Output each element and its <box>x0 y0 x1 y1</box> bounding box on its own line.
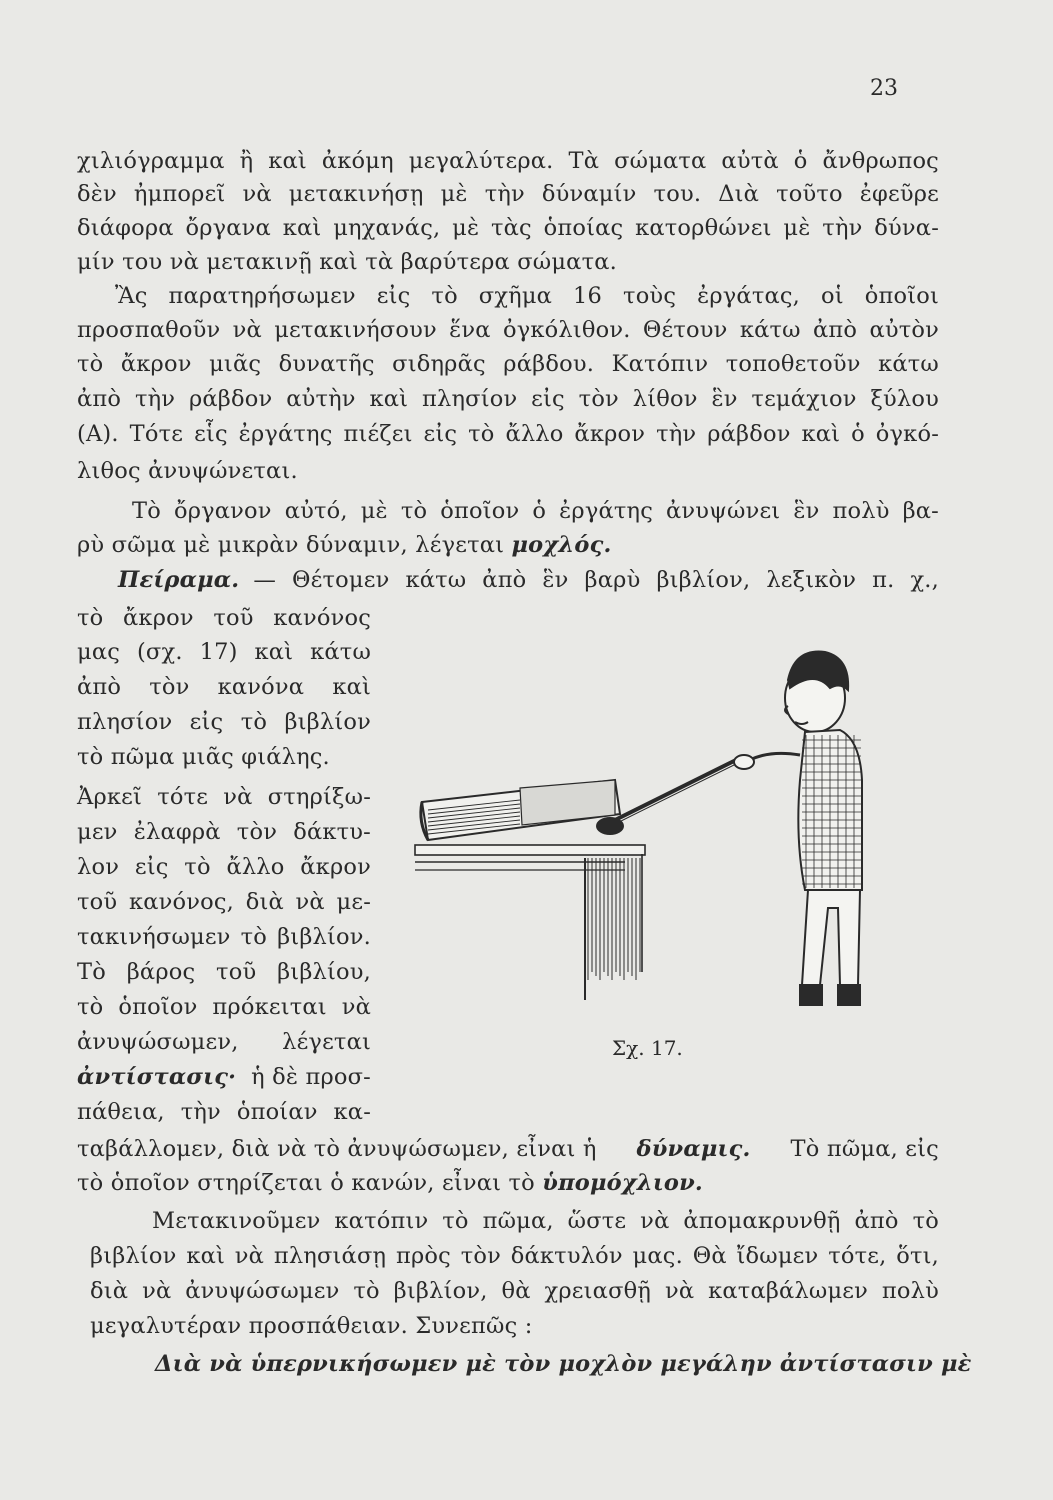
text-line <box>77 531 612 559</box>
text-line <box>77 1169 703 1197</box>
text-span: τὸ ὁποῖον στηρίζεται ὁ κανών, εἶναι τὸ <box>77 1170 535 1196</box>
column-line: Ἀρκεῖ τότε νὰ στηρίξω- <box>77 784 371 810</box>
column-line: τὸ ἄκρον τοῦ κανόνος <box>77 605 371 631</box>
term-force: δύναμις. <box>636 1136 751 1162</box>
column-line: τὸ ὁποῖον πρόκειται νὰ <box>77 994 371 1020</box>
text-line: μεγαλυτέραν προσπάθειαν. Συνεπῶς : <box>90 1313 533 1339</box>
text-line: Τὸ ὄργανον αὐτό, μὲ τὸ ὁποῖον ὁ ἐργάτης ἀνυψώνει ἓν πολὺ βα- <box>132 498 939 524</box>
text-line: δὲν ἠμπορεῖ νὰ μετακινήσῃ μὲ τὴν δύναμίν του. Διὰ τοῦτο ἐφεῦρε <box>77 181 939 207</box>
column-line: τοῦ κανόνος, διὰ νὰ με- <box>77 889 371 915</box>
table-drawing <box>415 845 645 1000</box>
text-line <box>77 1135 939 1163</box>
text-span: ρὺ σῶμα μὲ μικρὰν δύναμιν, λέγεται <box>77 532 505 558</box>
text-span: Τὸ πῶμα, εἰς <box>790 1136 939 1162</box>
column-line: τακινήσωμεν τὸ βιβλίον. <box>77 924 371 950</box>
text-span: ταβάλλομεν, διὰ νὰ τὸ ἀνυψώσωμεν, εἶναι ἡ <box>77 1136 597 1162</box>
figure-boy-lever <box>410 640 930 1035</box>
text-line-bold: Διὰ νὰ ὑπερνικήσωμεν μὲ τὸν μοχλὸν μεγάλην ἀντίστασιν μὲ <box>155 1351 972 1377</box>
text-line: διάφορα ὄργανα καὶ μηχανάς, μὲ τὰς ὁποίας κατορθώνει μὲ τὴν δύνα- <box>77 215 939 241</box>
cork-fulcrum <box>596 817 624 835</box>
column-line: τὸ πῶμα μιᾶς φιάλης. <box>77 744 330 770</box>
text-line: προσπαθοῦν νὰ μετακινήσουν ἕνα ὀγκόλιθον. Θέτουν κάτω ἀπὸ αὐτὸν <box>77 317 939 343</box>
column-line: πλησίον εἰς τὸ βιβλίον <box>77 709 371 735</box>
book-drawing <box>421 780 620 840</box>
column-line: Τὸ βάρος τοῦ βιβλίου, <box>77 959 371 985</box>
text-span: ἡ δὲ προσ- <box>251 1064 371 1090</box>
experiment-label: Πείραμα. <box>118 567 240 593</box>
text-line: βιβλίον καὶ νὰ πλησιάσῃ πρὸς τὸν δάκτυλόν μας. Θὰ ἴδωμεν τότε, ὅτι, <box>90 1243 939 1269</box>
text-line: τὸ ἄκρον μιᾶς δυνατῆς σιδηρᾶς ράβδου. Κατόπιν τοποθετοῦν κάτω <box>77 351 939 377</box>
text-line: (Α). Τότε εἷς ἐργάτης πιέζει εἰς τὸ ἄλλο ἄκρον τὴν ράβδον καὶ ὁ ὀγκό- <box>77 421 939 447</box>
column-line: ἀνυψώσωμεν, λέγεται <box>77 1029 371 1055</box>
column-line <box>77 1063 371 1091</box>
text-line: διὰ νὰ ἀνυψώσωμεν τὸ βιβλίον, θὰ χρειασθῇ νὰ καταβάλωμεν πολὺ <box>90 1278 939 1304</box>
text-line: ἀπὸ τὴν ράβδον αὐτὴν καὶ πλησίον εἰς τὸν λίθον ἓν τεμάχιον ξύλου <box>77 386 939 412</box>
term-lever: μοχλός. <box>511 532 612 558</box>
text-span: — Θέτομεν κάτω ἀπὸ ἓν βαρὺ βιβλίον, λεξικὸν π. χ., <box>253 567 939 593</box>
text-line: χιλιόγραμμα ἢ καὶ ἀκόμη μεγαλύτερα. Τὰ σώματα αὐτὰ ὁ ἄνθρωπος <box>77 148 939 174</box>
figure-caption: Σχ. 17. <box>612 1036 683 1060</box>
term-resistance: ἀντίστασις· <box>77 1064 237 1090</box>
column-line: μας (σχ. 17) καὶ κάτω <box>77 639 371 665</box>
term-fulcrum: ὑπομόχλιον. <box>542 1170 703 1196</box>
ruler-lever <box>605 758 740 825</box>
column-line: λον εἰς τὸ ἄλλο ἄκρον <box>77 854 371 880</box>
column-line: μεν ἐλαφρὰ τὸν δάκτυ- <box>77 819 371 845</box>
text-line: Μετακινοῦμεν κατόπιν τὸ πῶμα, ὥστε νὰ ἀπομακρυνθῇ ἀπὸ τὸ <box>152 1208 939 1234</box>
column-line: πάθεια, τὴν ὁποίαν κα- <box>77 1099 371 1125</box>
text-line: λιθος ἀνυψώνεται. <box>77 458 298 484</box>
column-line: ἀπὸ τὸν κανόνα καὶ <box>77 674 371 700</box>
experiment-line <box>118 566 939 594</box>
boy-drawing <box>734 652 862 1005</box>
text-line: μίν του νὰ μετακινῇ καὶ τὰ βαρύτερα σώματα. <box>77 249 617 275</box>
page-number: 23 <box>870 76 898 101</box>
text-line: Ἂς παρατηρήσωμεν εἰς τὸ σχῆμα 16 τοὺς ἐργάτας, οἱ ὁποῖοι <box>115 283 939 309</box>
